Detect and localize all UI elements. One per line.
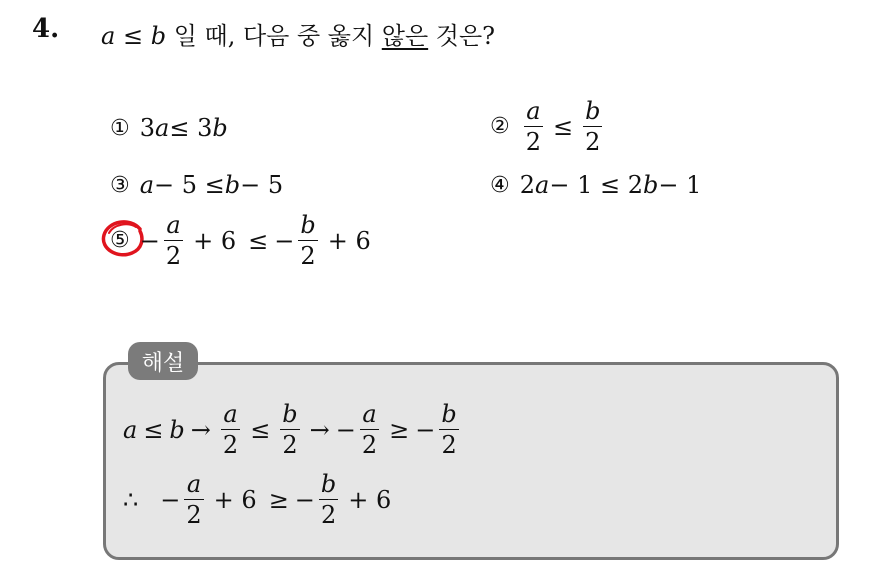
numerator: b [320, 470, 337, 498]
numerator: b [282, 400, 298, 428]
option-5-tail: + 6 [193, 226, 237, 255]
plus-six: + 6 [213, 485, 257, 514]
numerator: b [300, 211, 316, 239]
option-2-fraction-b [583, 99, 602, 154]
minus: − [294, 485, 315, 514]
option-1-text: ≤ 3 [169, 114, 213, 142]
prompt-underlined: 않은 [381, 22, 429, 50]
minus: − [160, 485, 181, 514]
option-4-marker: ④ [490, 172, 510, 198]
op-ge: ≥ [268, 485, 289, 514]
denominator: 2 [585, 128, 601, 156]
option-5-minus: − [274, 226, 295, 255]
var-b: b [169, 415, 185, 444]
option-5-marker: ⑤ [110, 228, 130, 253]
option-4-text: − 1 [658, 171, 702, 199]
denominator: 2 [441, 431, 457, 459]
arrow: → [309, 415, 330, 444]
condition-right: b [150, 22, 167, 50]
option-4-var-b: b [642, 171, 659, 199]
option-2-marker: ② [490, 114, 510, 139]
denominator: 2 [320, 501, 337, 529]
option-2-fraction-a [524, 99, 543, 154]
denominator: 2 [300, 242, 316, 270]
plus-six: + 6 [348, 485, 392, 514]
option-5-op: ≤ [248, 226, 269, 255]
denominator: 2 [361, 431, 378, 459]
fraction-b-2 [319, 472, 338, 527]
denominator: 2 [282, 431, 298, 459]
therefore-symbol: ∴ [123, 485, 139, 514]
option-4-text: 2 [519, 171, 536, 199]
numerator: a [526, 97, 541, 125]
fraction-a-2 [184, 472, 203, 527]
option-3-marker: ③ [110, 172, 130, 198]
arrow: → [190, 415, 211, 444]
fraction-b-2 [280, 402, 299, 457]
option-5-minus: − [139, 226, 160, 255]
option-1-marker: ① [110, 115, 130, 141]
numerator: a [166, 211, 181, 239]
numerator: a [362, 400, 377, 428]
op-le: ≤ [250, 415, 271, 444]
option-1-text: 3 [139, 114, 156, 142]
option-3-var-a: a [139, 171, 155, 199]
fraction-b-2 [439, 402, 458, 457]
option-4-text: − 1 ≤ 2 [549, 171, 643, 199]
op-le: ≤ [143, 415, 164, 444]
denominator: 2 [186, 501, 202, 529]
fraction-a-2 [360, 402, 379, 457]
minus: − [335, 415, 356, 444]
solution-box [103, 362, 839, 560]
prompt-prefix: 일 때, 다음 중 옳지 [173, 22, 382, 50]
solution-line-2 [123, 472, 397, 527]
numerator: a [186, 470, 202, 498]
option-2[interactable] [490, 99, 607, 154]
numerator: a [223, 400, 238, 428]
option-1-var-b: b [212, 114, 228, 142]
option-2-op: ≤ [553, 112, 574, 141]
question-number: 4. [32, 14, 60, 44]
condition-left: a [101, 22, 116, 50]
option-3-text: − 5 ≤ [154, 171, 225, 199]
option-1-var-a: a [155, 114, 170, 142]
denominator: 2 [525, 128, 542, 156]
question-prompt [101, 16, 495, 51]
op-ge: ≥ [389, 415, 410, 444]
option-1[interactable] [110, 114, 228, 142]
option-3[interactable] [110, 171, 283, 199]
solution-line-1 [123, 402, 463, 457]
denominator: 2 [222, 431, 239, 459]
fraction-a-2 [221, 402, 240, 457]
condition-op: ≤ [122, 22, 144, 50]
option-3-text: − 5 [240, 171, 284, 199]
option-4-var-a: a [535, 171, 550, 199]
var-a: a [123, 415, 138, 444]
prompt-suffix: 것은? [428, 22, 496, 50]
option-4[interactable] [490, 171, 701, 199]
option-3-var-b: b [224, 171, 241, 199]
numerator: b [441, 400, 457, 428]
option-5-fraction-a [164, 213, 183, 268]
numerator: b [585, 97, 601, 125]
solution-title: 해설 [128, 342, 198, 380]
option-5[interactable] [110, 213, 377, 268]
denominator: 2 [165, 242, 182, 270]
minus: − [415, 415, 436, 444]
option-5-tail: + 6 [327, 226, 371, 255]
option-5-fraction-b [298, 213, 317, 268]
